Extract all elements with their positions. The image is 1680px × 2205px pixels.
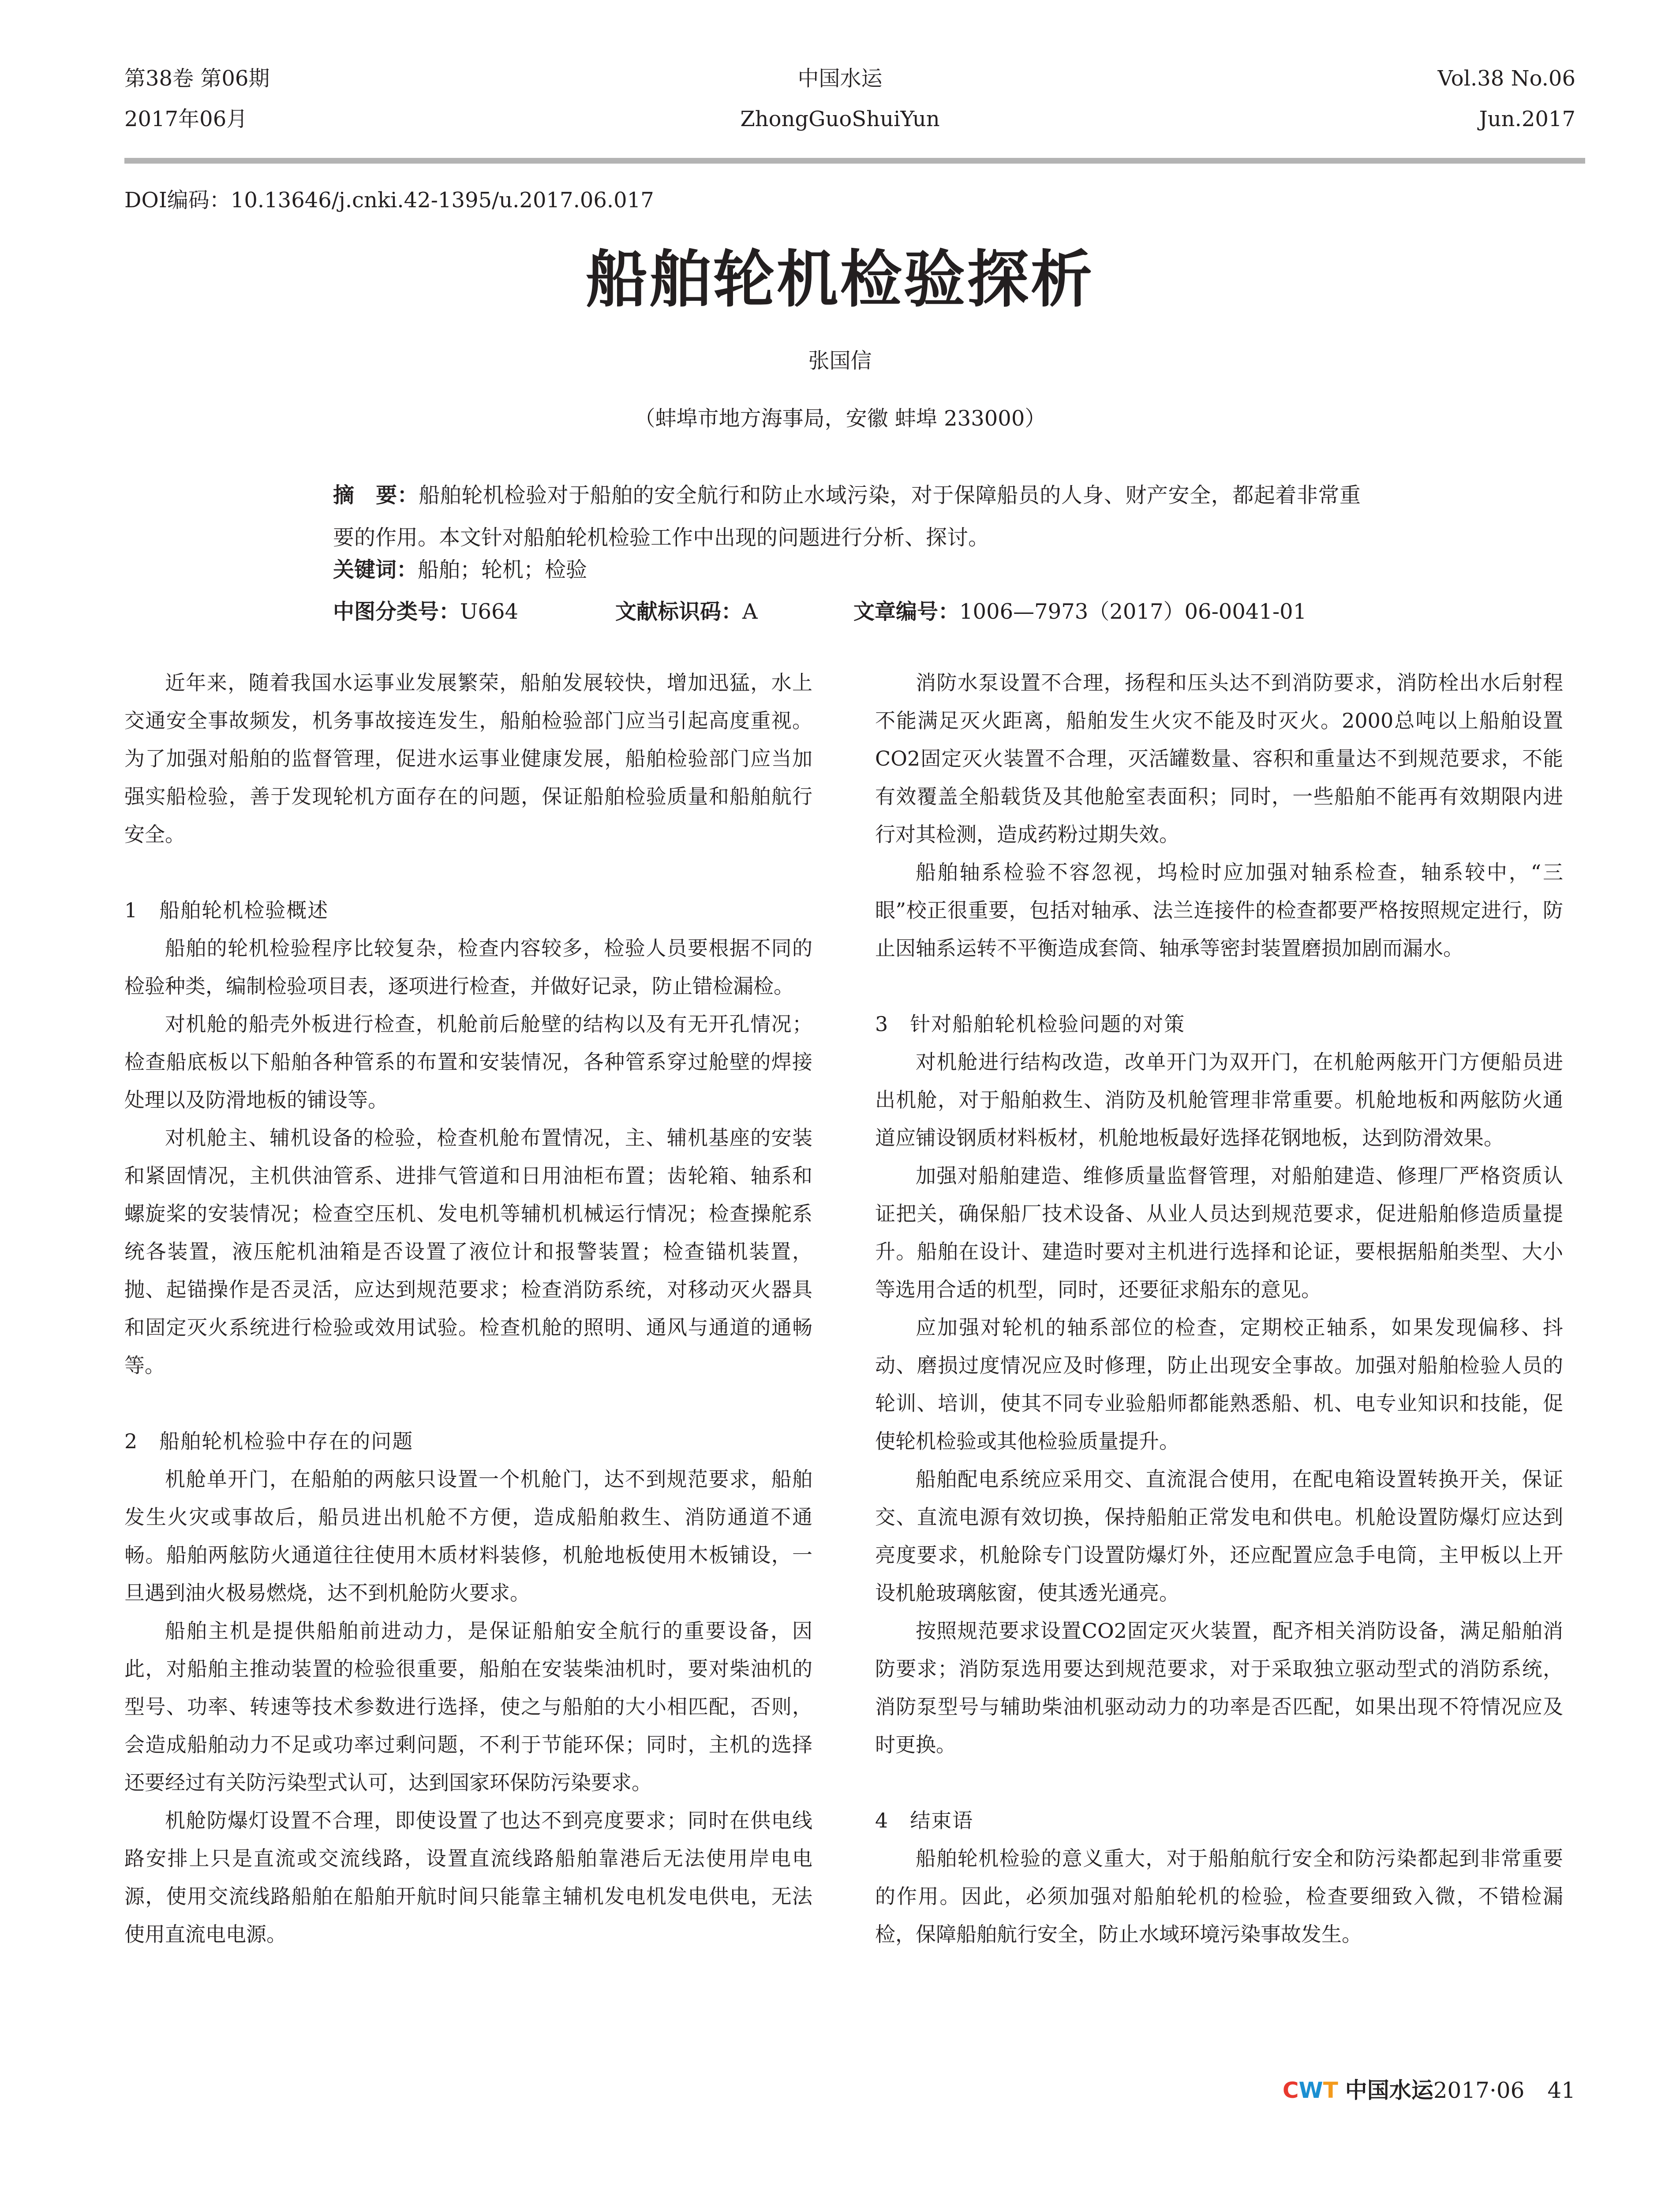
- section-3-paragraph: 按照规范要求设置CO2固定灭火装置，配齐相关消防设备，满足船舶消防要求；消防泵选用要达到规范要求，对于采取独立驱动型式的消防系统，消防泵型号与辅助柴油机驱动动力的功率是否匹配，如果出现不符情况应及时更换。: [875, 1619, 1563, 1757]
- abstract: [333, 474, 1361, 559]
- section-3-paragraph: 应加强对轮机的轴系部位的检查，定期校正轴系，如果发现偏移、抖动、磨损过度情况应及时修理，防止出现安全事故。加强对船舶检验人员的轮训、培训，使其不同专业验船师都能熟悉船、机、电专业知识和技能，促使轮机检验或其他检验质量提升。: [875, 1316, 1563, 1453]
- intro-paragraph: 近年来，随着我国水运事业发展繁荣，船舶发展较快，增加迅猛，水上交通安全事故频发，机务事故接连发生，船舶检验部门应当引起高度重视。为了加强对船舶的监督管理，促进水运事业健康发展，船舶检验部门应当加强实船检验，善于发现轮机方面存在的问题，保证船舶检验质量和船舶航行安全。: [124, 671, 812, 846]
- header-volume: 第38卷 第06期: [124, 66, 270, 91]
- article-number-value: 1006—7973（2017）06-0041-01: [959, 599, 1307, 624]
- section-2-heading: 2 船舶轮机检验中存在的问题: [124, 1429, 414, 1453]
- document-code-value: A: [742, 599, 758, 624]
- clc-value: U664: [460, 599, 519, 624]
- section-1-paragraph: 对机舱主、辅机设备的检验，检查机舱布置情况，主、辅机基座的安装和紧固情况，主机供油管系、进排气管道和日用油柜布置；齿轮箱、轴系和螺旋桨的安装情况；检查空压机、发电机等辅机机械运行情况；检查操舵系统各装置，液压舵机油箱是否设置了液位计和报警装置；检查锚机装置，抛、起锚操作是否灵活，应达到规范要求；检查消防系统，对移动灭火器具和固定灭火系统进行检验或效用试验。检查机舱的照明、通风与通道的通畅等。: [124, 1126, 812, 1377]
- article-affiliation: （蚌埠市地方海事局，安徽 蚌埠 233000）: [634, 406, 1046, 431]
- header-rule: [124, 158, 1585, 164]
- header-date-en: Jun.2017: [1479, 107, 1575, 131]
- clc-number: [333, 598, 518, 626]
- keywords-label: 关键词：: [333, 557, 418, 582]
- article-number-label: 文章编号：: [853, 599, 960, 624]
- cwt-logo: CWT: [1282, 2078, 1338, 2103]
- article-title: 船舶轮机检验探析: [586, 244, 1094, 316]
- document-code-label: 文献标识码：: [615, 599, 743, 624]
- footer-journal: 中国水运: [1345, 2078, 1433, 2103]
- section-3-paragraph: 船舶配电系统应采用交、直流混合使用，在配电箱设置转换开关，保证交、直流电源有效切换，保持船舶正常发电和供电。机舱设置防爆灯应达到亮度要求，机舱除专门设置防爆灯外，还应配置应急手电筒，主甲板以上开设机舱玻璃舷窗，使其透光通亮。: [875, 1467, 1563, 1605]
- left-column: [124, 664, 812, 1953]
- section-1-paragraph: 船舶的轮机检验程序比较复杂，检查内容较多，检验人员要根据不同的检验种类，编制检验项目表，逐项进行检查，并做好记录，防止错检漏检。: [124, 936, 812, 998]
- section-2-paragraph: 机舱防爆灯设置不合理，即使设置了也达不到亮度要求；同时在供电线路安排上只是直流或交流线路，设置直流线路船舶靠港后无法使用岸电电源，使用交流线路船舶在船舶开航时间只能靠主辅机发电机发电供电，无法使用直流电电源。: [124, 1809, 812, 1946]
- section-1-heading: 1 船舶轮机检验概述: [124, 898, 329, 922]
- keywords-text: 船舶；轮机；检验: [418, 557, 587, 582]
- section-4-paragraph: 船舶轮机检验的意义重大，对于船舶航行安全和防污染都起到非常重要的作用。因此，必须加强对船舶轮机的检验，检查要细致入微，不错检漏检，保障船舶航行安全，防止水域环境污染事故发生。: [875, 1846, 1563, 1946]
- section-3-paragraph: 对机舱进行结构改造，改单开门为双开门，在机舱两舷开门方便船员进出机舱，对于船舶救生、消防及机舱管理非常重要。机舱地板和两舷防火通道应铺设钢质材料板材，机舱地板最好选择花钢地板，达到防滑效果。: [875, 1050, 1563, 1150]
- article-author: 张国信: [808, 348, 872, 373]
- section-2-paragraph: 机舱单开门，在船舶的两舷只设置一个机舱门，达不到规范要求，船舶发生火灾或事故后，船员进出机舱不方便，造成船舶救生、消防通道不通畅。船舶两舷防火通道往往使用木质材料装修，机舱地板使用木板铺设，一旦遇到油火极易燃烧，达不到机舱防火要求。: [124, 1467, 812, 1605]
- header-date: 2017年06月: [124, 107, 248, 131]
- footer-issue: 2017·06: [1433, 2078, 1525, 2103]
- section-4-heading: 4 结束语: [875, 1809, 974, 1832]
- page-number: 41: [1547, 2078, 1575, 2103]
- page-footer: [1283, 2075, 1575, 2106]
- right-column: [875, 664, 1563, 1953]
- section-1-paragraph: 对机舱的船壳外板进行检查，机舱前后舱壁的结构以及有无开孔情况；检查船底板以下船舶各种管系的布置和安装情况，各种管系穿过舱壁的焊接处理以及防滑地板的铺设等。: [124, 1012, 812, 1112]
- abstract-label: 摘 要：: [333, 483, 419, 508]
- section-2-paragraph: 船舶主机是提供船舶前进动力，是保证船舶安全航行的重要设备，因此，对船舶主推动装置的检验很重要，船舶在安装柴油机时，要对柴油机的型号、功率、转速等技术参数进行选择，使之与船舶的大小相匹配，否则，会造成船舶动力不足或功率过剩问题，不利于节能环保；同时，主机的选择还要经过有关防污染型式认可，达到国家环保防污染要求。: [124, 1619, 812, 1794]
- doi: DOI编码：10.13646/j.cnki.42-1395/u.2017.06.017: [124, 188, 654, 213]
- abstract-text: 船舶轮机检验对于船舶的安全航行和防止水域污染，对于保障船员的人身、财产安全，都起着非常重要的作用。本文针对船舶轮机检验工作中出现的问题进行分析、探讨。: [333, 483, 1361, 550]
- header-journal-en: ZhongGuoShuiYun: [740, 107, 940, 131]
- article-number: [853, 598, 1306, 626]
- header-volume-en: Vol.38 No.06: [1437, 66, 1575, 91]
- section-2-paragraph: 消防水泵设置不合理，扬程和压头达不到消防要求，消防栓出水后射程不能满足灭火距离，船舶发生火灾不能及时灭火。2000总吨以上船舶设置CO2固定灭火装置不合理，灭活罐数量、容积和重量达不到规范要求，不能有效覆盖全船载货及其他舱室表面积；同时，一些船舶不能再有效期限内进行对其检测，造成药粉过期失效。: [875, 671, 1563, 846]
- section-3-paragraph: 加强对船舶建造、维修质量监督管理，对船舶建造、修理厂严格资质认证把关，确保船厂技术设备、从业人员达到规范要求，促进船舶修造质量提升。船舶在设计、建造时要对主机进行选择和论证，要根据船舶类型、大小等选用合适的机型，同时，还要征求船东的意见。: [875, 1164, 1563, 1301]
- keywords: [333, 556, 587, 584]
- header-journal-cn: 中国水运: [797, 66, 883, 91]
- document-code: [615, 598, 758, 626]
- clc-label: 中图分类号：: [333, 599, 460, 624]
- section-2-paragraph: 船舶轴系检验不容忽视，坞检时应加强对轴系检查，轴系较中，“三眼”校正很重要，包括对轴承、法兰连接件的检查都要严格按照规定进行，防止因轴系运转不平衡造成套筒、轴承等密封装置磨损加剧而漏水。: [875, 860, 1563, 960]
- section-3-heading: 3 针对船舶轮机检验问题的对策: [875, 1012, 1186, 1036]
